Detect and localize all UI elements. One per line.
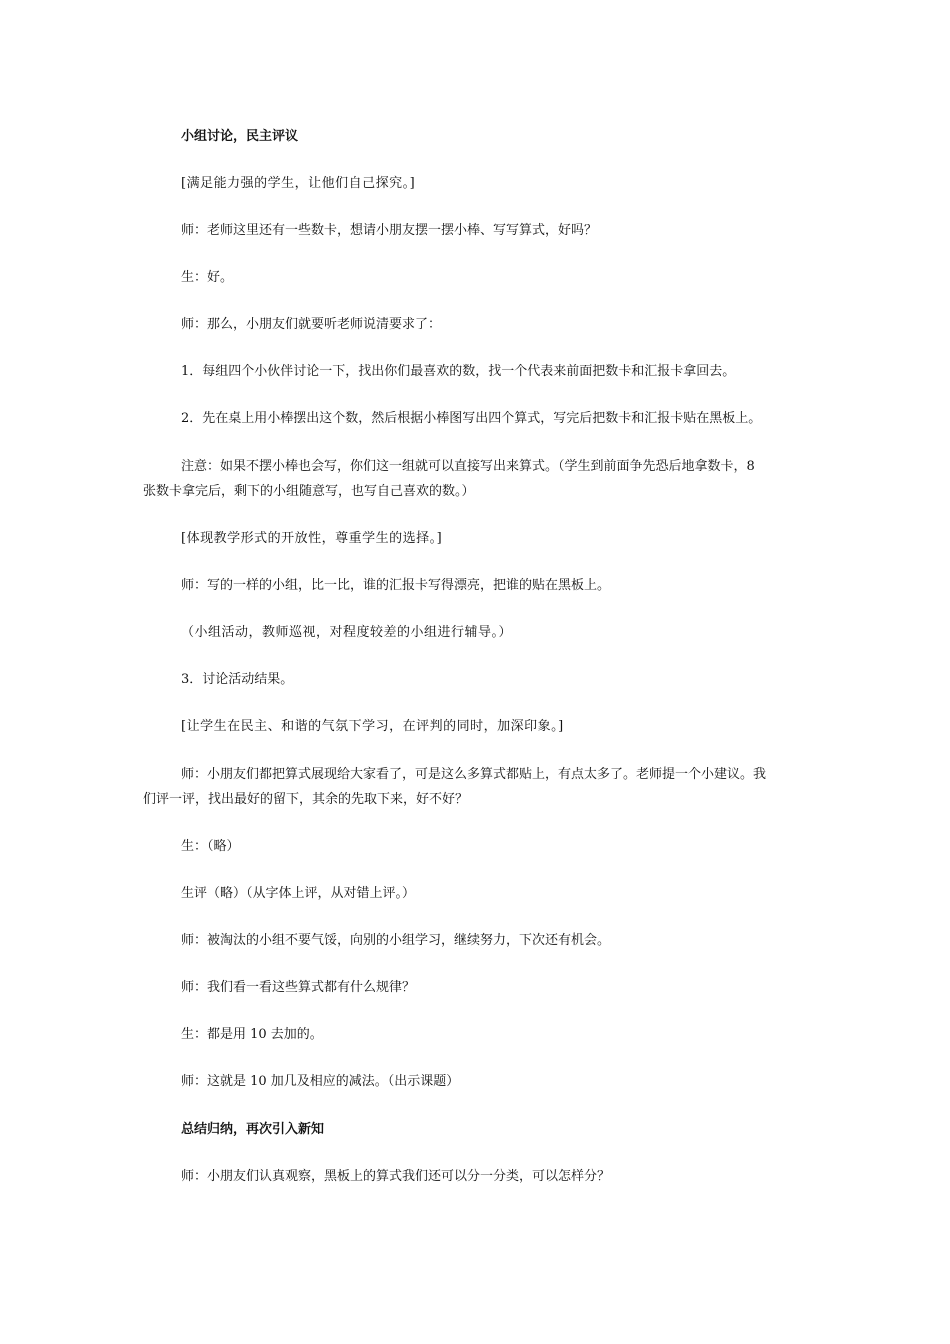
paragraph: 师：那么，小朋友们就要听老师说清要求了： [181, 317, 442, 332]
list-item: 3．讨论活动结果。 [181, 672, 294, 687]
paragraph-line: 注意：如果不摆小棒也会写，你们这一组就可以直接写出来算式。（学生到前面争先恐后地拿数卡，8 [181, 459, 755, 474]
section-heading: 总结归纳，再次引入新知 [181, 1122, 325, 1137]
section-heading: 小组讨论，民主评议 [181, 129, 299, 144]
paragraph: 生评（略）（从字体上评，从对错上评。） [181, 886, 416, 901]
paragraph-line: 张数卡拿完后，剩下的小组随意写，也写自己喜欢的数。） [143, 484, 475, 499]
list-item: 1．每组四个小伙伴讨论一下，找出你们最喜欢的数，找一个代表来前面把数卡和汇报卡拿回去。 [181, 364, 736, 379]
paragraph: 生：都是用 10 去加的。 [181, 1027, 323, 1042]
paragraph-line: 师：小朋友们都把算式展现给大家看了，可是这么多算式都贴上，有点太多了。老师提一个小建议。我 [181, 767, 767, 782]
paragraph: 师：写的一样的小组，比一比，谁的汇报卡写得漂亮，把谁的贴在黑板上。 [181, 578, 611, 593]
teaching-note: [体现教学形式的开放性，尊重学生的选择。] [181, 531, 443, 546]
paragraph-line: 们评一评，找出最好的留下，其余的先取下来，好不好？ [143, 792, 469, 807]
paragraph: 师：小朋友们认真观察，黑板上的算式我们还可以分一分类，可以怎样分？ [181, 1169, 611, 1184]
paragraph: 生：（略） [181, 839, 240, 854]
paragraph: 师：我们看一看这些算式都有什么规律？ [181, 980, 416, 995]
paragraph: 师：被淘汰的小组不要气馁，向别的小组学习，继续努力，下次还有机会。 [181, 933, 611, 948]
paragraph: 师：这就是 10 加几及相应的减法。（出示课题） [181, 1074, 460, 1089]
list-item: 2．先在桌上用小棒摆出这个数，然后根据小棒图写出四个算式，写完后把数卡和汇报卡贴在黑板上。 [181, 411, 762, 426]
teaching-note: [满足能力强的学生，让他们自己探究。] [181, 176, 416, 191]
paragraph: 师：老师这里还有一些数卡，想请小朋友摆一摆小棒、写写算式，好吗？ [181, 223, 598, 238]
paragraph: 生：好。 [181, 270, 234, 285]
teaching-note: [让学生在民主、和谐的气氛下学习，在评判的同时，加深印象。] [181, 719, 564, 734]
paragraph: （小组活动，教师巡视，对程度较差的小组进行辅导。） [181, 625, 513, 640]
